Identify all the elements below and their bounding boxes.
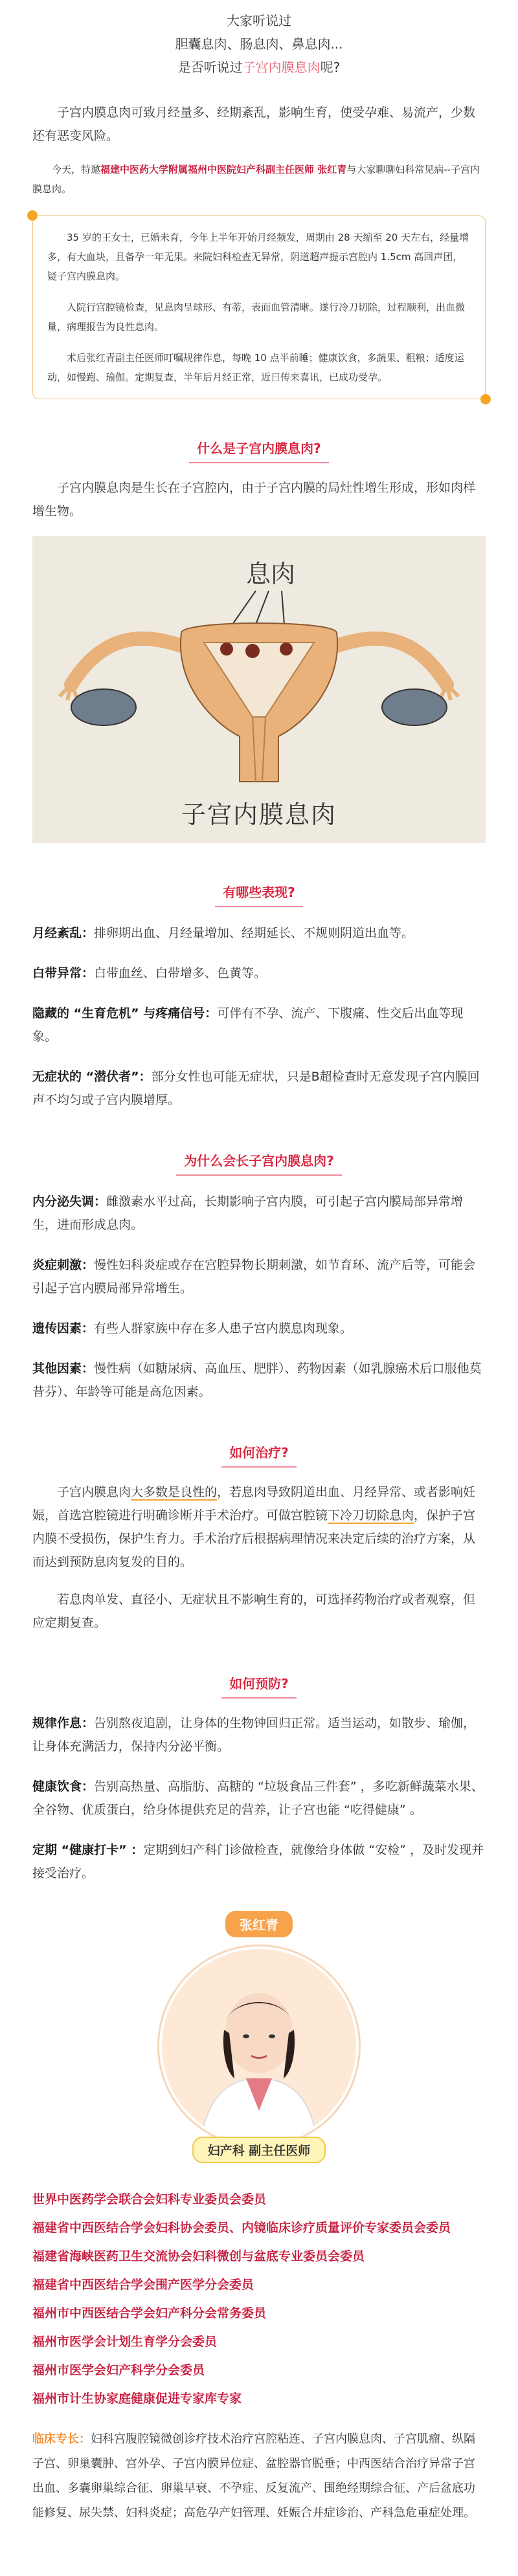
invite-prefix: 今天，特邀 bbox=[52, 164, 101, 175]
cause-label: 遗传因素： bbox=[32, 1321, 95, 1336]
section-3-title-wrap bbox=[0, 1147, 518, 1173]
expertise-text: 妇科宫腹腔镜微创诊疗技术治疗宫腔粘连、子宫内膜息肉、子宫肌瘤、纵隔子宫、卵巢囊肿、宫外孕、子宫内膜异位症、盆腔器官脱垂；中西医结合治疗异常子宫出血、多囊卵巢综合征、卵巢早衰、不孕症、反复流产、围绝经期综合征、产后盆底功能修复、尿失禁、妇科炎症；高危孕产妇管理、妊娠合并症诊治、产科急危重症处理。 bbox=[32, 2432, 475, 2520]
honor-item: 福州市计生协家庭健康促进专家库专家 bbox=[32, 2392, 242, 2406]
cause-item bbox=[0, 1253, 518, 1300]
honor-item: 福州市医学会妇产科学分会委员 bbox=[32, 2363, 205, 2377]
honor-list bbox=[0, 2185, 518, 2413]
title-underline bbox=[221, 1697, 297, 1699]
footer-spacer bbox=[0, 2537, 518, 2576]
doctor-portrait-avatar bbox=[159, 1946, 359, 2146]
section-2-title-text: 有哪些表现? bbox=[223, 885, 295, 900]
honor-item: 福州市医学会计划生育学分会委员 bbox=[32, 2335, 218, 2349]
section-2-title bbox=[208, 878, 310, 905]
symptom-item bbox=[0, 1065, 518, 1112]
prevention-label: 定期 “健康打卡” ： bbox=[32, 1843, 144, 1857]
cause-text: 雌激素水平过高，长期影响子宫内膜，可引起子宫内膜局部异常增生，进而形成息肉。 bbox=[32, 1194, 464, 1232]
section-1-text: 子宫内膜息肉是生长在子宫腔内，由于子宫内膜的局灶性增生形成，形如肉样增生物。 bbox=[32, 481, 476, 518]
doctor-title: 妇产科 副主任医师 bbox=[192, 2137, 326, 2163]
symptom-label: 隐藏的 “生育危机” 与疼痛信号： bbox=[32, 1006, 218, 1020]
intro-block bbox=[0, 0, 518, 79]
cause-text: 有些人群家族中存在多人患子宫内膜息肉现象。 bbox=[94, 1321, 353, 1336]
section-3-title-text: 为什么会长子宫内膜息肉? bbox=[184, 1153, 334, 1169]
section-5-title-text: 如何预防? bbox=[229, 1676, 289, 1691]
prevention-text: 定期到妇产科门诊做检查，就像给身体做 “安检” ，及时发现并接受治疗。 bbox=[32, 1843, 484, 1880]
honor-item: 福州市中西医结合学会妇产科分会常务委员 bbox=[32, 2306, 267, 2320]
honor-item: 世界中医药学会联合会妇科专业委员会委员 bbox=[32, 2192, 267, 2207]
treatment-text-c: ，若息肉导致阴道出血、月经异常、或者影响妊娠，首选宫腔镜进行明确诊断并手术治疗。可做宫腔镜 bbox=[32, 1485, 476, 1523]
cause-item bbox=[0, 1190, 518, 1237]
prevention-item bbox=[0, 1838, 518, 1885]
section-4-title bbox=[215, 1438, 303, 1465]
section-3-list bbox=[0, 1190, 518, 1404]
expertise-label: 临床专长： bbox=[32, 2432, 91, 2446]
prevention-text: 告别高热量、高脂肪、高糖的 “垃圾食品三件套” ，多吃新鲜蔬菜水果、全谷物、优质蛋白，给身体提供充足的营养，让子宫也能 “吃得健康” 。 bbox=[32, 1779, 484, 1817]
symptom-item bbox=[0, 921, 518, 945]
intro-highlight: 子宫内膜息肉 bbox=[242, 60, 321, 75]
section-1-title-wrap bbox=[0, 434, 518, 461]
symptom-text: 白带血丝、白带增多、色黄等。 bbox=[94, 966, 267, 980]
symptom-label: 无症状的 “潜伏者”： bbox=[32, 1070, 152, 1084]
treatment-paragraph-1 bbox=[0, 1481, 518, 1574]
lead-paragraph: 子宫内膜息肉可致月经量多、经期紊乱，影响生育，使受孕难、易流产，少数还有恶变风险。 bbox=[32, 105, 476, 143]
case-paragraph-3: 术后张红青副主任医师叮嘱规律作息，每晚 10 点半前睡；健康饮食，多蔬果、粗粮；适度运动，如慢跑、瑜伽。定期复查，半年后月经正常，近日传来喜讯，已成功受孕。 bbox=[47, 352, 464, 383]
case-paragraph-2: 入院行宫腔镜检查，见息肉呈球形、有蒂，表面血管清晰。遂行冷刀切除，过程顺利，出血微量，病理报告为良性息肉。 bbox=[47, 302, 466, 333]
corner-dot-icon bbox=[480, 394, 491, 404]
symptom-label: 月经紊乱： bbox=[32, 926, 95, 940]
illus-label-endometrial-polyp: 子宫内膜息肉 bbox=[181, 800, 337, 829]
title-underline bbox=[221, 1466, 297, 1468]
section-2-title-wrap bbox=[0, 878, 518, 905]
section-1-title-text: 什么是子宫内膜息肉? bbox=[197, 441, 321, 456]
cause-label: 内分泌失调： bbox=[32, 1194, 107, 1209]
invite-doctor-highlight: 福建中医药大学附属福州中医院妇产科副主任医师 张红青 bbox=[100, 164, 347, 175]
honor-item: 福建省中西医结合学会围产医学分会委员 bbox=[32, 2278, 254, 2292]
treatment-text-a: 子宫内膜息肉 bbox=[57, 1485, 131, 1499]
cause-text: 慢性妇科炎症或存在宫腔异物长期刺激，如节育环、流产后等，可能会引起子宫内膜局部异常增生。 bbox=[32, 1258, 476, 1295]
case-box bbox=[32, 215, 486, 399]
symptom-item bbox=[0, 962, 518, 985]
intro-line-3 bbox=[0, 56, 518, 79]
section-3-title bbox=[170, 1147, 348, 1173]
section-5-title bbox=[215, 1669, 303, 1696]
treatment-highlight-cold-knife: 下冷刀切除息肉 bbox=[328, 1508, 414, 1523]
section-2-list bbox=[0, 921, 518, 1112]
uterus-illustration bbox=[32, 536, 486, 843]
cause-item bbox=[0, 1357, 518, 1404]
invite-paragraph bbox=[0, 160, 518, 199]
symptom-item bbox=[0, 1002, 518, 1048]
illus-label-polyp: 息肉 bbox=[246, 560, 296, 588]
case-paragraph-1: 35 岁的王女士，已婚未育，今年上半年开始月经频发，周期由 28 天缩至 20 天左右，经量增多，有大血块，且备孕一年无果。来院妇科检查无异常，阴道超声提示宫腔内 1.5cm 高回声团，疑子宫内膜息肉。 bbox=[47, 232, 469, 282]
symptom-text: 可伴有不孕、流产、下腹痛、性交后出血等现象。 bbox=[32, 1006, 464, 1044]
honor-item: 福建省中西医结合学会妇科协会委员、内镜临床诊疗质量评价专家委员会委员 bbox=[32, 2221, 451, 2235]
intro-line-3-suffix: 呢? bbox=[320, 60, 341, 75]
section-4-title-text: 如何治疗? bbox=[229, 1445, 289, 1460]
prevention-item bbox=[0, 1712, 518, 1758]
section-1-title bbox=[183, 434, 335, 461]
doctor-avatar-icon bbox=[162, 1949, 356, 2143]
intro-line-2: 胆囊息肉、肠息肉、鼻息肉... bbox=[175, 36, 343, 52]
expertise-paragraph bbox=[0, 2427, 518, 2526]
prevention-text: 告别熬夜追剧，让身体的生物钟回归正常。适当运动，如散步、瑜伽，让身体充满活力，保持内分泌平衡。 bbox=[32, 1716, 476, 1754]
intro-line-1: 大家听说过 bbox=[227, 13, 291, 28]
section-5-title-wrap bbox=[0, 1669, 518, 1696]
prevention-label: 健康饮食： bbox=[32, 1779, 95, 1794]
title-underline bbox=[176, 1174, 342, 1176]
section-5-list bbox=[0, 1712, 518, 1885]
treatment-paragraph-2: 若息肉单发、直径小、无症状且不影响生育的，可选择药物治疗或者观察，但应定期复查。 bbox=[32, 1592, 476, 1630]
invite-suffix: 与大家聊聊妇科常见病--子宫内膜息肉。 bbox=[32, 164, 480, 195]
honor-item: 福建省海峡医药卫生交流协会妇科微创与盆底专业委员会委员 bbox=[32, 2249, 365, 2263]
cause-item bbox=[0, 1317, 518, 1340]
section-4-title-wrap bbox=[0, 1438, 518, 1465]
cause-text: 慢性病（如糖尿病、高血压、肥胖）、药物因素（如乳腺癌术后口服他莫昔芬）、年龄等可能是高危因素。 bbox=[32, 1361, 482, 1399]
doctor-name: 张红青 bbox=[225, 1911, 293, 1937]
symptom-text: 部分女性也可能无症状，只是B超检查时无意发现子宫内膜回声不均匀或子宫内膜增厚。 bbox=[32, 1070, 480, 1107]
treatment-text-e: ，保护子宫内膜不受损伤，保护生育力。手术治疗后根据病理情况来决定后续的治疗方案，从而达到预防息肉复发的目的。 bbox=[32, 1508, 476, 1569]
symptom-text: 排卵期出血、月经量增加、经期延长、不规则阴道出血等。 bbox=[94, 926, 414, 940]
corner-dot-icon bbox=[27, 210, 38, 221]
prevention-label: 规律作息： bbox=[32, 1716, 95, 1730]
title-underline bbox=[189, 462, 329, 463]
symptom-label: 白带异常： bbox=[32, 966, 95, 980]
prevention-item bbox=[0, 1775, 518, 1822]
cause-label: 炎症刺激： bbox=[32, 1258, 95, 1272]
cause-label: 其他因素： bbox=[32, 1361, 95, 1376]
intro-line-3-prefix: 是否听说过 bbox=[177, 60, 243, 75]
title-underline bbox=[215, 906, 303, 907]
doctor-card bbox=[0, 1911, 518, 2163]
treatment-highlight-benign: 大多数是良性的 bbox=[131, 1485, 218, 1499]
